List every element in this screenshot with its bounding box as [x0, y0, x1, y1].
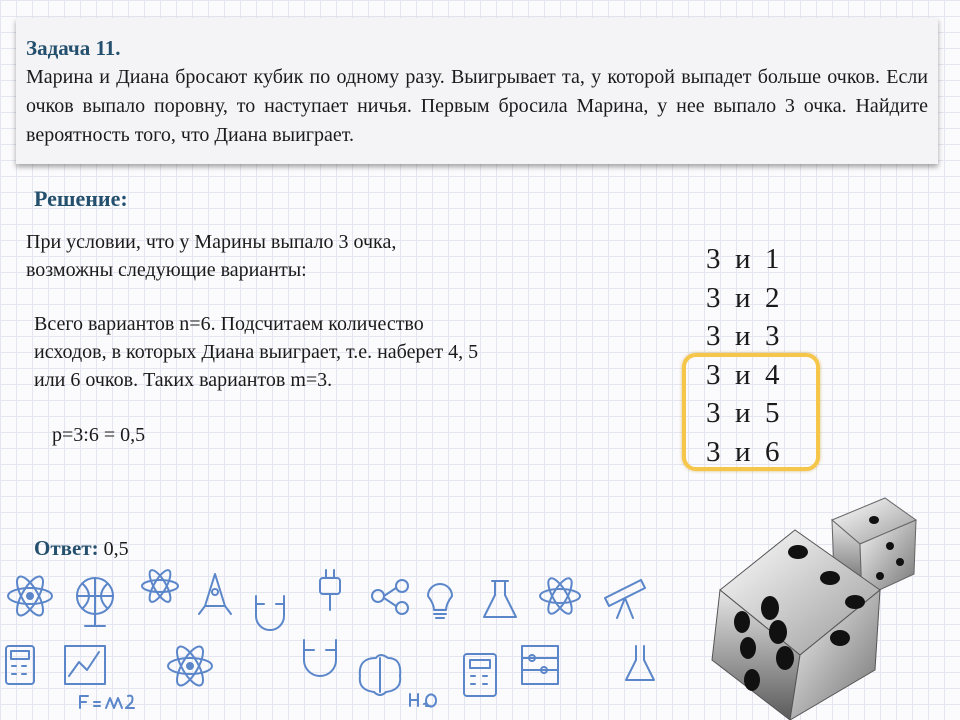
abacus-icon	[522, 646, 558, 684]
task-line: Марина, у нее выпало 3 очка. Найдите вероятность того, что Диана выиграет.	[26, 95, 929, 146]
answer-value: 0,5	[98, 538, 129, 560]
variant-row: 3 и 4	[706, 358, 780, 391]
task-box	[16, 18, 938, 164]
variant-row: 3 и 5	[706, 397, 780, 429]
flask-icon	[484, 581, 516, 617]
plug-icon	[320, 570, 340, 610]
globe-icon	[77, 578, 113, 626]
variant-row: 3 и 2	[706, 281, 780, 314]
formula-text	[80, 696, 134, 708]
intro-line: возможны следующие варианты:	[26, 259, 307, 281]
magnet-icon	[256, 596, 284, 630]
task-title: Задача 11.	[26, 36, 121, 60]
calculator-icon	[6, 646, 34, 684]
brain-icon	[360, 655, 400, 695]
lightbulb-icon	[428, 584, 452, 618]
intro-line: При условии, что у Марины выпало 3 очка,	[26, 231, 397, 253]
body-line: или 6 очков. Таких вариантов m=3.	[34, 369, 333, 391]
atom-icon	[142, 567, 178, 604]
variant-row: 3 и 1	[706, 243, 780, 275]
solution-intro	[26, 228, 506, 284]
magnet-icon	[304, 640, 336, 676]
flask-icon	[626, 646, 654, 680]
atom-icon	[8, 573, 52, 619]
winning-variants-highlight	[682, 353, 820, 471]
molecule-icon	[372, 580, 408, 614]
probability-formula: p=3:6 = 0,5	[52, 424, 146, 446]
task-line: Марина и Диана бросают кубик по одному разу. Выигрывает та, у которой выпадет	[26, 66, 752, 88]
task-text	[26, 63, 928, 150]
atom-icon	[540, 575, 580, 617]
variant-row: 3 и 6	[706, 435, 780, 468]
rocket-icon	[199, 574, 231, 614]
task-line: больше очков. Если очков выпало поровну, то наступает ничья. Первым бросила	[26, 66, 929, 117]
atom-icon	[168, 643, 212, 689]
body-line: Всего вариантов n=6. Подсчитаем количество	[34, 313, 424, 335]
solution-heading: Решение:	[34, 186, 128, 211]
formula-text	[410, 694, 436, 707]
answer-label: Ответ:	[34, 536, 99, 560]
solution-body	[34, 310, 594, 394]
graph-icon	[65, 646, 105, 684]
dice-decoration	[690, 490, 960, 720]
variant-row: 3 и 3	[706, 320, 780, 352]
body-line: исходов, в которых Диана выиграет, т.е. наберет 4, 5	[34, 341, 479, 363]
telescope-icon	[605, 580, 645, 618]
calculator-icon	[464, 654, 496, 696]
